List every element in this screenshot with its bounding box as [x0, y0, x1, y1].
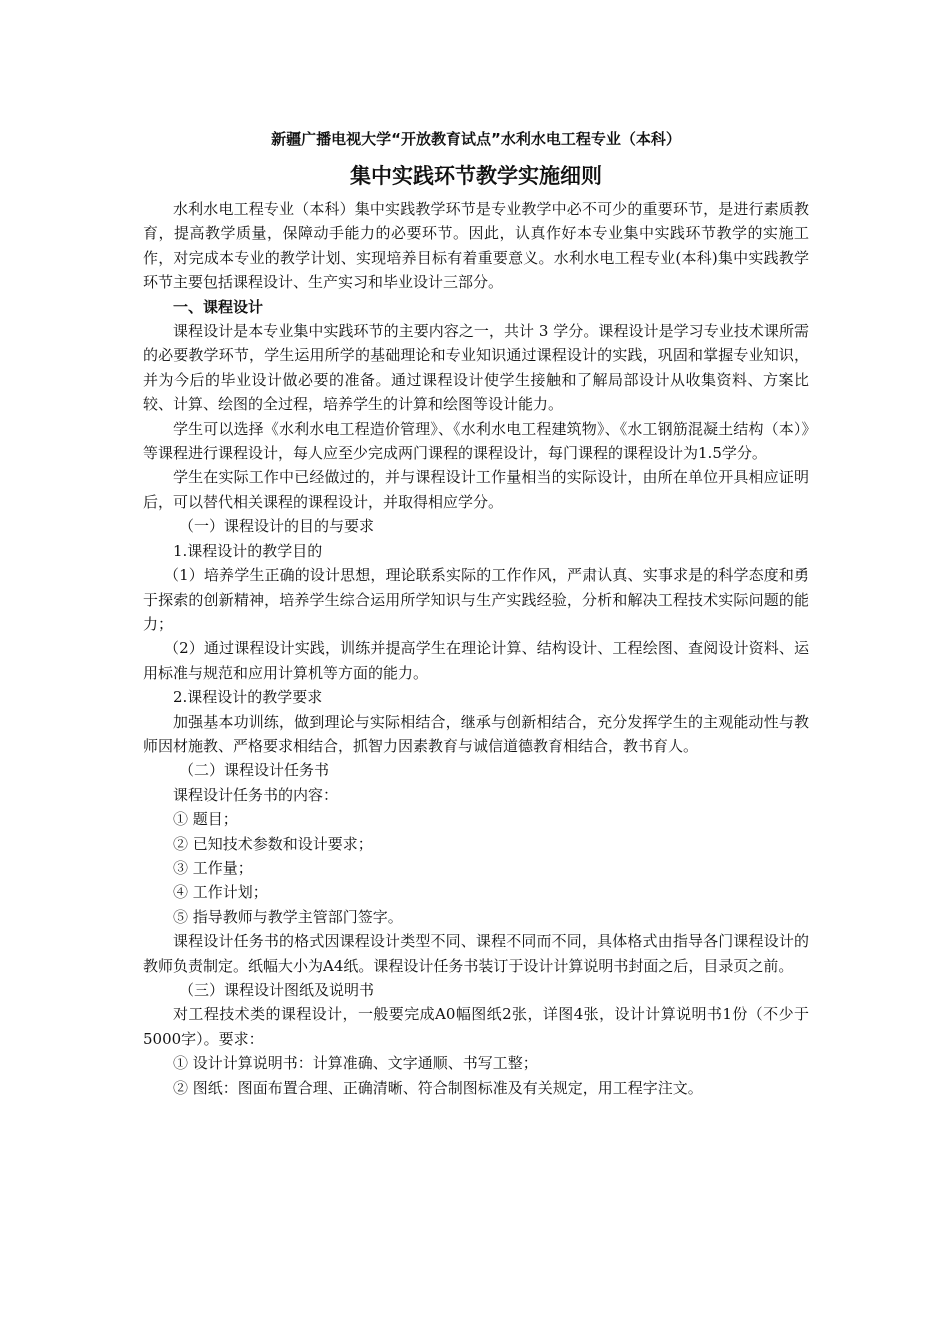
- task-book-item-3: ③ 工作量；: [173, 858, 253, 877]
- course-design-overview: 课程设计是本专业集中实践环节的主要内容之一，共计 3 学分。课程设计是学习专业技术课所需的必要教学环节，学生运用所学的基础理论和专业知识通过课程设计的实践，巩固和掌握专业知识，并为今后的毕业设计做必要的准备。通过课程设计使学生接触和了解局部设计从收集资料、方案比较、计算、绘图的全过程，培养学生的计算和绘图等设计能力。: [143, 322, 809, 414]
- task-book-item-1: ① 题目；: [173, 810, 238, 829]
- task-book-item-5: ⑤ 指导教师与教学主管部门签字。: [173, 907, 403, 926]
- requirements-paragraph: 加强基本功训练，做到理论与实际相结合，继承与创新相结合，充分发挥学生的主观能动性与教师因材施教、严格要求相结合，抓智力因素教育与诚信道德教育相结合，教书育人。: [143, 712, 809, 755]
- drawings-item-1: ① 设计计算说明书：计算准确、文字通顺、书写工整；: [173, 1054, 538, 1073]
- task-book-item-4: ④ 工作计划；: [173, 883, 268, 902]
- section-heading-course-design: 一、课程设计: [173, 297, 264, 316]
- document-title: 集中实践环节教学实施细则: [350, 164, 602, 188]
- task-book-format-paragraph: 课程设计任务书的格式因课程设计类型不同、课程不同而不同，具体格式由指导各门课程设计的教师负责制定。纸幅大小为A4纸。课程设计任务书装订于设计计算说明书封面之后，目录页之前。: [143, 932, 809, 975]
- item-heading-teaching-purpose: 1.课程设计的教学目的: [173, 541, 323, 560]
- subsection-heading-drawings: （三）课程设计图纸及说明书: [179, 981, 375, 999]
- course-selection-paragraph: 学生可以选择《水利水电工程造价管理》、《水利水电工程建筑物》、《水工钢筋混凝土结构（本）》等课程进行课程设计，每人应至少完成两门课程的课程设计，每门课程的课程设计为1.5学分。: [143, 419, 809, 463]
- purpose-item-1: （1）培养学生正确的设计思想，理论联系实际的工作作风，严肃认真、实事求是的科学态度和勇于探索的创新精神，培养学生综合运用所学知识与生产实践经验，分析和解决工程技术实际问题的能力；: [143, 566, 809, 633]
- task-book-contents-intro: 课程设计任务书的内容：: [173, 785, 339, 804]
- drawings-item-2: ② 图纸：图面布置合理、正确清晰、符合制图标准及有关规定，用工程字注文。: [173, 1078, 703, 1097]
- drawings-paragraph: 对工程技术类的课程设计，一般要完成A0幅图纸2张，详图4张，设计计算说明书1份（不少于5000字）。要求：: [143, 1005, 809, 1048]
- intro-paragraph: 水利水电工程专业（本科）集中实践教学环节是专业教学中必不可少的重要环节，是进行素质教育，提高教学质量，保障动手能力的必要环节。因此，认真作好本专业集中实践环节教学的实施工作，对完成本专业的教学计划、实现培养目标有着重要意义。水利水电工程专业(本科)集中实践教学环节主要包括课程设计、生产实习和毕业设计三部分。: [143, 200, 809, 292]
- purpose-item-2: （2）通过课程设计实践，训练并提高学生在理论计算、结构设计、工程绘图、查阅设计资料、运用标准与规范和应用计算机等方面的能力。: [143, 639, 809, 682]
- document-body: [143, 127, 809, 1100]
- subsection-heading-purpose: （一）课程设计的目的与要求: [179, 517, 375, 536]
- document-subtitle: 新疆广播电视大学“开放教育试点”水利水电工程专业（本科）: [271, 130, 681, 148]
- item-heading-teaching-requirements: 2.课程设计的教学要求: [173, 688, 323, 707]
- task-book-item-2: ② 已知技术参数和设计要求；: [173, 834, 373, 853]
- substitution-paragraph: 学生在实际工作中已经做过的，并与课程设计工作量相当的实际设计，由所在单位开具相应证明后，可以替代相关课程的课程设计，并取得相应学分。: [143, 468, 809, 511]
- subsection-heading-task-book: （二）课程设计任务书: [179, 761, 330, 780]
